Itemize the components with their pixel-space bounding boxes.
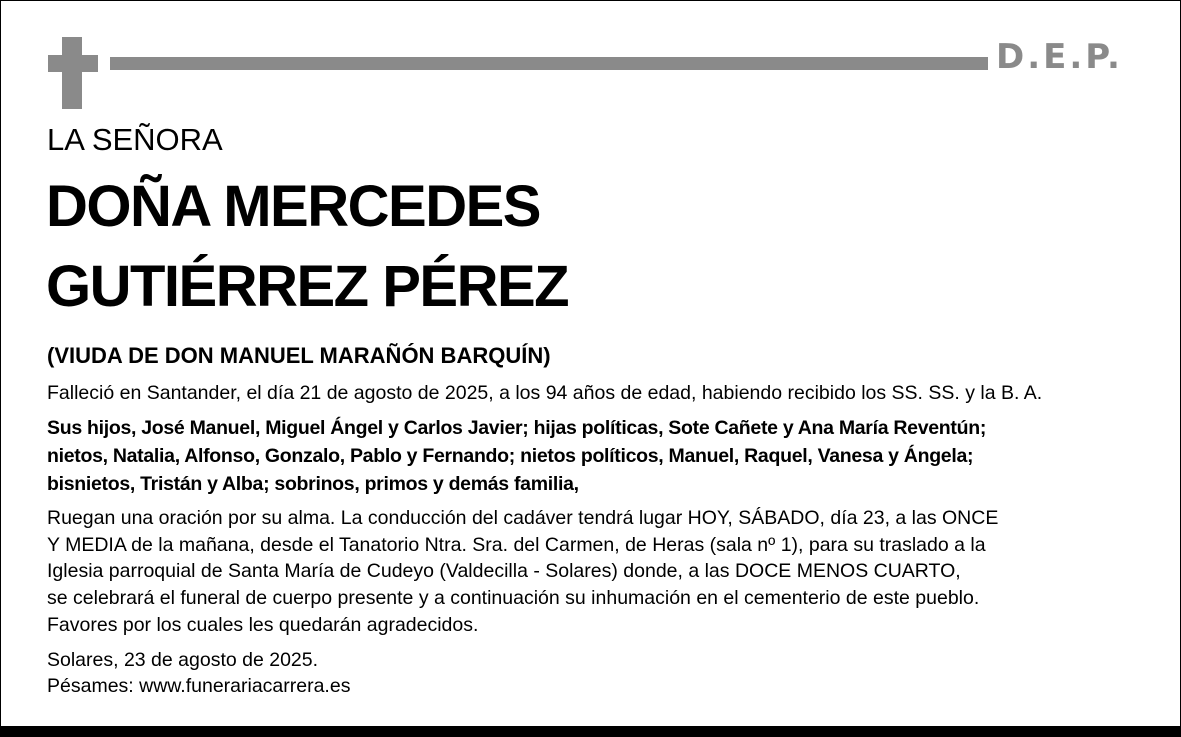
request-line: Ruegan una oración por su alma. La conducción del cadáver tendrá lugar HOY, SÁBADO, día 23, a las ONCE bbox=[47, 507, 999, 529]
family-line: bisnietos, Tristán y Alba; sobrinos, primos y demás familia, bbox=[47, 473, 579, 495]
deceased-name-line-2: GUTIÉRREZ PÉREZ bbox=[46, 254, 569, 319]
request-line: Y MEDIA de la mañana, desde el Tanatorio Ntra. Sra. del Carmen, de Heras (sala nº 1), para su traslado a la bbox=[47, 534, 986, 556]
family-line: nietos, Natalia, Alfonso, Gonzalo, Pablo y Fernando; nietos políticos, Manuel, Raquel, Vanesa y Ángela; bbox=[47, 445, 974, 467]
request-line: Iglesia parroquial de Santa María de Cudeyo (Valdecilla - Solares) donde, a las DOCE MENOS CUARTO, bbox=[47, 560, 961, 582]
cross-icon bbox=[62, 37, 82, 109]
request-line: se celebrará el funeral de cuerpo presente y a continuación su inhumación en el cementerio de este pueblo. bbox=[47, 587, 980, 609]
family-line: Sus hijos, José Manuel, Miguel Ángel y Carlos Javier; hijas políticas, Sote Cañete y Ana María Reventún; bbox=[47, 417, 987, 439]
place-date: Solares, 23 de agosto de 2025. bbox=[47, 649, 319, 671]
request-line: Favores por los cuales les quedarán agradecidos. bbox=[47, 614, 479, 636]
widow-of: (VIUDA DE DON MANUEL MARAÑÓN BARQUÍN) bbox=[47, 343, 551, 368]
dep-label: D.E.P. bbox=[996, 37, 1123, 77]
header-rule bbox=[110, 57, 988, 70]
condolences-link[interactable]: Pésames: www.funerariacarrera.es bbox=[47, 675, 351, 697]
honorific: LA SEÑORA bbox=[47, 122, 223, 157]
deceased-name-line-1: DOÑA MERCEDES bbox=[46, 174, 540, 239]
cross-icon-bar bbox=[48, 55, 98, 72]
death-notice: Falleció en Santander, el día 21 de agosto de 2025, a los 94 años de edad, habiendo recibido los SS. SS. y la B. A. bbox=[47, 382, 1043, 404]
bottom-rule bbox=[0, 726, 1181, 737]
